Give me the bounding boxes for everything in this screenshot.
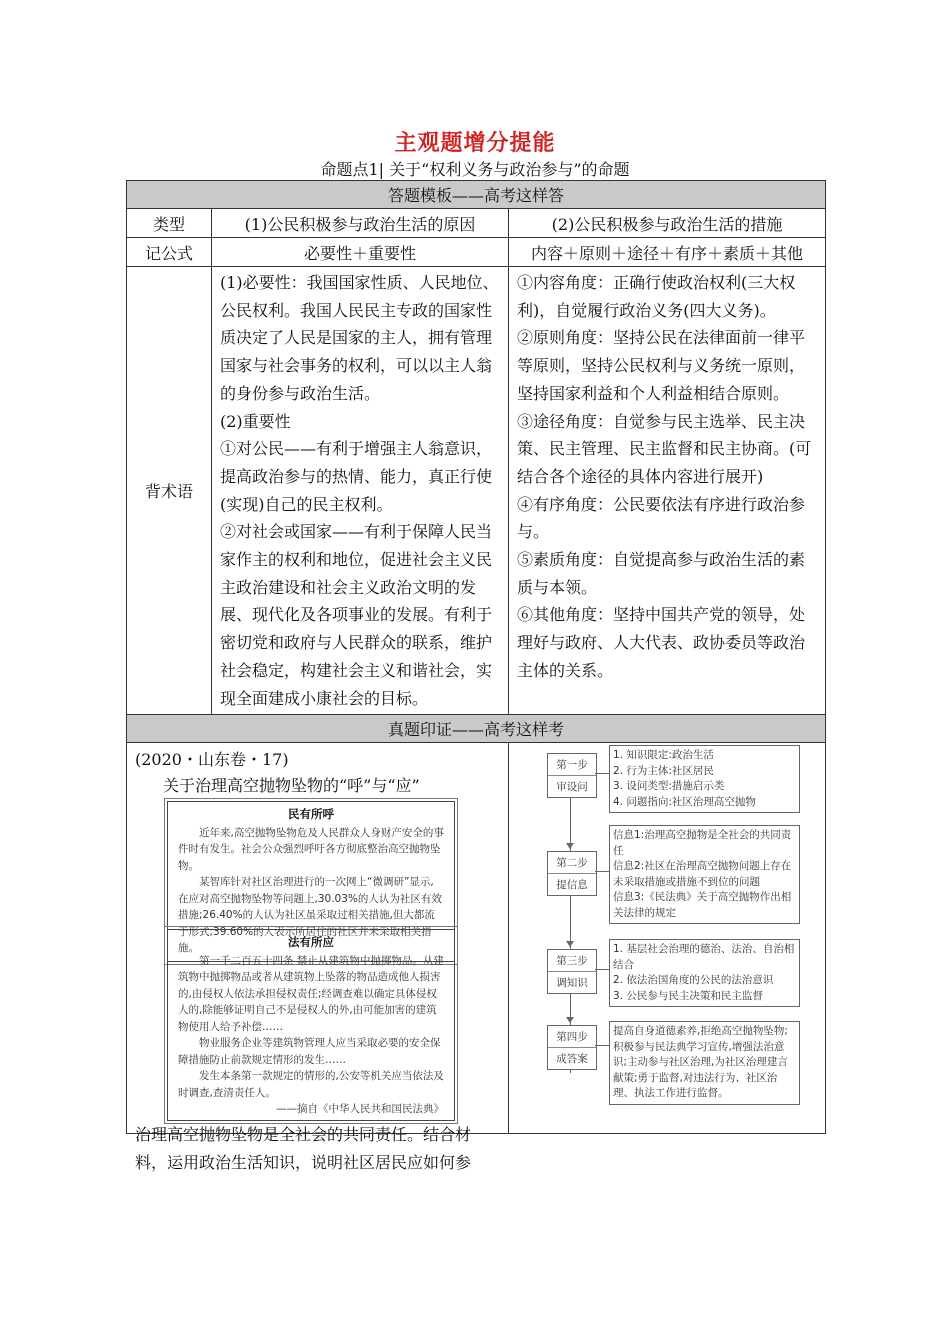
- recite-col2-p2: ②原则角度：坚持公民在法律面前一律平等原则，坚持公民权利与义务统一原则，坚持国家利益和个人利益相结合原则。: [517, 328, 806, 403]
- recite-col2-p5: ⑤素质角度：自觉提高参与政治生活的素质与本领。: [517, 550, 806, 597]
- recite-col1-p2: (2)重要性: [220, 411, 291, 431]
- step1-line4: 4. 问题指向:社区治理高空抛物: [613, 795, 756, 808]
- step3-line1: 1. 基层社会治理的德治、法治、自治相结合: [613, 943, 795, 971]
- formula-col2: 内容＋原则＋途径＋有序＋素质＋其他: [509, 238, 826, 267]
- step3-action: 调知识: [556, 977, 588, 990]
- step2-line3: 信息3:《民法典》关于高空抛物作出相关法律的规定: [613, 891, 792, 919]
- type-col1: (1)公民积极参与政治生活的原因: [212, 209, 509, 238]
- panel2-heading: 法有所应: [288, 935, 334, 950]
- section2-header: 真题印证——高考这样考: [127, 715, 826, 743]
- step1-line2: 2. 行为主体:社区居民: [613, 764, 714, 777]
- material-panel-2: [167, 929, 455, 1121]
- formula-label: 记公式: [127, 238, 212, 267]
- step1-line3: 3. 设问类型:措施启示类: [613, 780, 725, 793]
- step3-connector: [595, 969, 609, 970]
- step2-action: 提信息: [556, 879, 588, 892]
- step4-box: [547, 1025, 597, 1070]
- recite-col2: [509, 267, 826, 715]
- step4-info: [609, 1021, 800, 1105]
- step2-label: 第二步: [548, 852, 596, 874]
- section1-header: 答题模板——高考这样答: [127, 181, 826, 209]
- type-row: [127, 209, 826, 238]
- step1-line1: 1. 知识限定:政治生活: [613, 749, 714, 762]
- recite-label: 背术语: [127, 267, 212, 715]
- panel2-cite: ——摘自《中华人民共和国民法典》: [276, 1103, 444, 1116]
- type-col2: (2)公民积极参与政治生活的措施: [509, 209, 826, 238]
- step3-label: 第三步: [548, 950, 596, 972]
- panel2-p2: 物业服务企业等建筑物管理人应当采取必要的安全保障措施防止前款规定情形的发生……: [178, 1037, 441, 1066]
- answer-flowchart: [509, 743, 826, 1134]
- formula-col1: 必要性＋重要性: [212, 238, 509, 267]
- step2-connector: [595, 871, 609, 872]
- step3-line3: 3. 公民参与民主决策和民主监督: [613, 989, 763, 1002]
- step4-connector: [595, 1045, 609, 1046]
- step2-line2: 信息2:社区在治理高空抛物问题上存在未采取措施或措施不到位的问题: [613, 860, 792, 888]
- recite-col1-p1: (1)必要性：我国国家性质、人民地位、公民权利。我国人民民主专政的国家性质决定了人民是国家的主人，拥有管理国家与社会事务的权利，可以以主人翁的身份参与政治生活。: [220, 273, 499, 403]
- template-table: [126, 180, 826, 1173]
- step1-label: 第一步: [548, 754, 596, 776]
- recite-col1: [212, 267, 509, 715]
- step1-action: 审设问: [556, 781, 588, 794]
- step2-line1: 信息1:治理高空抛物是全社会的共同责任: [613, 829, 792, 857]
- question-topic: 关于治理高空抛物坠物的“呼”与“应”: [163, 776, 420, 796]
- panel1-p1: 近年来,高空抛物坠物危及人民群众人身财产安全的事件时有发生。社会公众强烈呼吁各方彻底整治高空抛物坠物。: [178, 826, 444, 872]
- recite-row: [127, 267, 826, 715]
- page-title: 主观题增分提能: [394, 130, 556, 156]
- panel1-heading: 民有所呼: [288, 807, 334, 822]
- question-prompt: 治理高空抛物坠物是全社会的共同责任。结合材料，运用政治生活知识，说明社区居民应如何参: [135, 1125, 472, 1173]
- type-label: 类型: [127, 209, 212, 238]
- step2-info: [609, 825, 800, 924]
- recite-col2-p6: ⑥其他角度：坚持中国共产党的领导，处理好与政府、人大代表、政协委员等政治主体的关系。: [517, 605, 806, 680]
- step3-line2: 2. 依法治国角度的公民的法治意识: [613, 974, 774, 987]
- step3-info: [609, 939, 800, 1007]
- panel2-p3: 发生本条第一款规定的情形的,公安等机关应当依法及时调查,查清责任人。: [178, 1070, 444, 1099]
- recite-col2-p3: ③途径角度：自觉参与民主选举、民主决策、民主管理、民主监督和民主协商。(可结合各个途径的具体内容进行展开): [517, 411, 812, 486]
- formula-row: [127, 238, 826, 267]
- arrow-2: [566, 941, 574, 947]
- step1-info: [609, 745, 800, 813]
- step1-box: [547, 753, 597, 798]
- step4-line1: 提高自身道德素养,拒绝高空抛物坠物;积极参与民法典学习宣传,增强法治意识;主动参与社区治理,为社区治理建言献策;勇于监督,对违法行为、社区治理、执法工作进行监督。: [613, 1025, 788, 1100]
- recite-col2-p1: ①内容角度：正确行使政治权利(三大权利)，自觉履行政治义务(四大义务)。: [517, 273, 796, 320]
- step3-box: [547, 949, 597, 994]
- question-source: (2020・山东卷・17): [135, 750, 289, 770]
- arrow-1: [566, 843, 574, 849]
- recite-col2-p4: ④有序角度：公民要依法有序进行政治参与。: [517, 494, 806, 542]
- arrow-3: [566, 1017, 574, 1023]
- recite-col1-p3: ①对公民——有利于增强主人翁意识，提高政治参与的热情、能力，真正行使(实现)自己的民主权利。: [220, 439, 493, 514]
- question-cell: [127, 743, 509, 1173]
- recite-col1-p4: ②对社会或国家——有利于保障人民当家作主的权利和地位，促进社会主义民主政治建设和社会主义政治文明的发展、现代化及各项事业的发展。有利于密切党和政府与人民群众的联系，维护社会稳定，构建社会主义和谐社会，实现全面建成小康社会的目标。: [220, 522, 493, 708]
- step2-box: [547, 851, 597, 896]
- step4-action: 成答案: [556, 1053, 588, 1066]
- page-subtitle: 命题点1| 关于“权利义务与政治参与”的命题: [320, 160, 630, 179]
- panel1-p2: 某智库针对社区治理进行的一次网上“微调研”显示,在应对高空抛物坠物等问题上,30.03%的人认为社区有效措施;26.40%的人认为社区虽采取过相关措施,但大都流于形式;39.60%的人表示所居住的社区并未采取相关措施。: [178, 876, 442, 955]
- panel2-p1: 第一千二百五十四条 禁止从建筑物中抛掷物品。从建筑物中抛掷物品或者从建筑物上坠落的物品造成他人损害的,由侵权人依法承担侵权责任;经调查难以确定具体侵权人的,除能够证明自己不是侵权人的外,由可能加害的建筑物使用人给予补偿……: [178, 954, 444, 1033]
- step4-label: 第四步: [548, 1026, 596, 1048]
- step1-connector: [595, 773, 609, 774]
- question-row: [127, 743, 826, 1134]
